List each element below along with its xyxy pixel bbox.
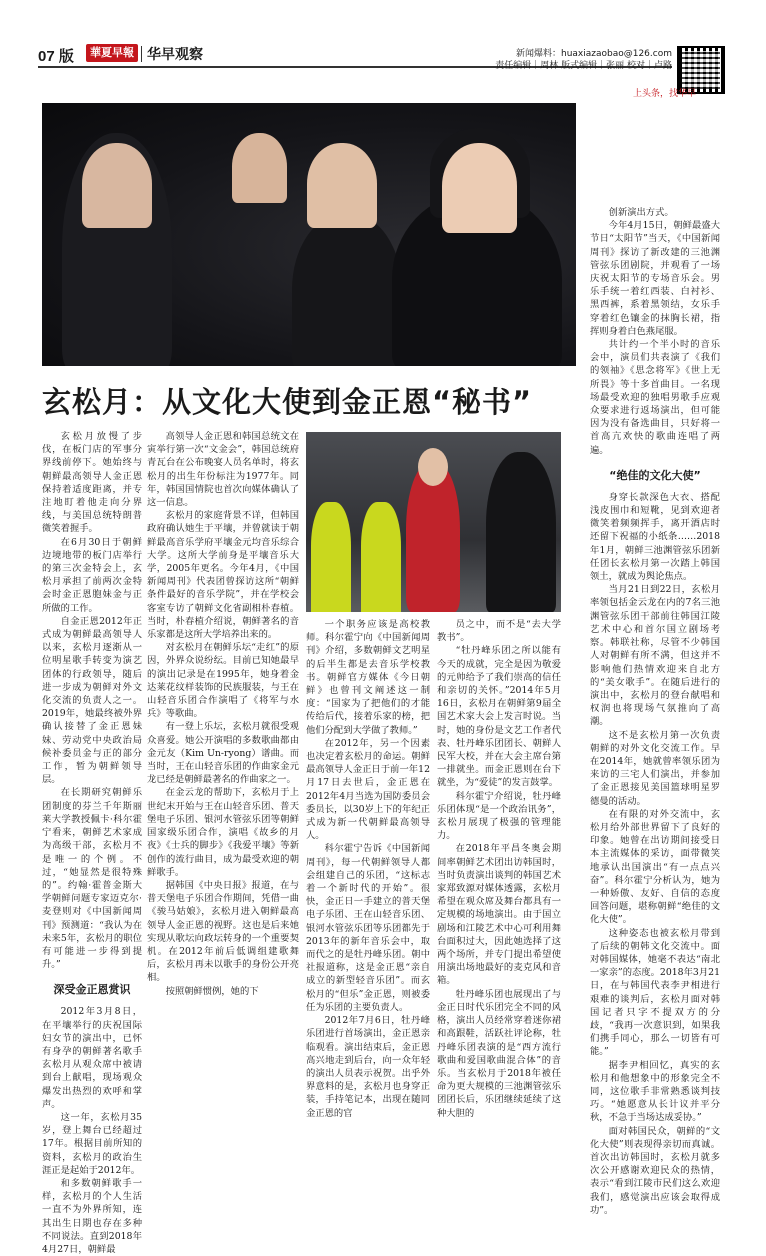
paragraph: 科尔霍宁介绍说，牡丹峰乐团体现“是一个政治讯务”，玄松月展现了极强的管理能力。 xyxy=(437,790,561,842)
page-header xyxy=(0,0,766,100)
paragraph: 玄松月放慢了步伐，在板门店的军事分界线前停下。她始终与朝鲜最高领导人金正恩保持着适度距离，并专注地盯着他走向分界线，与美国总统特朗普微笑着握手。 xyxy=(42,431,142,535)
paragraph: 在有限的对外交流中，玄松月给外部世界留下了良好的印象。她曾在出访期间接受日本主流媒体的采访，面带微笑地承认出国演出“有一点点兴奋”。科尔霍宁分析认为，她为一种娇傲、友好、自信的态度回答问题，堪称朝鲜“绝佳的文化大使”。 xyxy=(590,808,720,926)
main-photo xyxy=(42,103,576,366)
paragraph: 这不是玄松月第一次负责朝鲜的对外文化交流工作。早在2014年，她就曾率领乐团为来访的三宅人们演出，并参加了金正恩接见美国篮球明星罗德曼的活动。 xyxy=(590,729,720,807)
qr-caption: 上头条，找华早 xyxy=(632,89,696,99)
col1b-text xyxy=(42,1005,142,1256)
inset-photo xyxy=(306,432,561,612)
newspaper-logo: 華夏早報 xyxy=(86,44,138,62)
photo-figure xyxy=(307,143,377,228)
article-column-4 xyxy=(437,618,561,1120)
photo-figure xyxy=(311,502,351,612)
photo-figure xyxy=(82,143,152,228)
photo-figure xyxy=(232,133,287,203)
paragraph: 有一登上乐坛，玄松月就很受观众喜爱。她公开演唱的多数歌曲都由金元友（Kim Un-ryong）谱曲。而当时，王在山轻音乐团的作曲家金元龙已经是朝鲜最著名的作曲家之一。 xyxy=(147,721,299,786)
paragraph: “牡丹峰乐团之所以能有今天的成就，完全是因为敬爱的元帅给予了我们崇高的信任和亲切的关怀。”2014年5月16日，玄松月在朝鲜第9届全国艺术家大会上发言时说。当时，她的身份是文艺工作者代表、牡丹峰乐团团长、朝鲜人民军大校，并在大会主席台第一排就坐。而金正恩则在台下就坐，为“爱徒”的发言鼓掌。 xyxy=(437,645,561,789)
photo-figure xyxy=(292,213,402,366)
col4-text xyxy=(437,618,561,1120)
article-column-3 xyxy=(306,618,430,1120)
paragraph: 当月21日到22日，玄松月率领包括金云龙在内的7名三池渊管弦乐团干部前往韩国江陵艺术中心和首尔国立剧场考察。韩联社称，尽管不少韩国人对朝鲜有所不满，但这并不影响他们热情欢迎来自北方的“美女歌手”。在随后进行的演出中，玄松月的登台献唱和权润也将现场气氛推向了高潮。 xyxy=(590,584,720,728)
paragraph: 高领导人金正恩和韩国总统文在寅举行第一次“文金会”，韩国总统府青瓦台在公布晚宴人员名单时，将玄松月的出生年份标注为1977年。同年，韩国国情院也首次向媒体确认了这一信息。 xyxy=(147,431,299,509)
paragraph: 牡丹峰乐团也展现出了与金正日时代乐团完全不同的风格，演出人员经常穿着迷你裙和高跟鞋，活跃社评论称，牡丹峰乐团表演的是“西方流行歌曲和爱国歌曲混合体”的音乐。当玄松月于2018年被任命为更大规模的三池渊管弦乐团团长后，乐团继续延续了这种大胆的 xyxy=(437,988,561,1119)
paragraph: 按照朝鲜惯例，她的下 xyxy=(165,985,259,997)
paragraph: 自金正恩2012年正式成为朝鲜最高领导人以来，玄松月逐渐从一位明星歌手转变为演艺团体的行政领导，随后进一步成为朝鲜对外文化交流的负责人之一。2019年，她最终被外界确认接替了金正恩妹妹、劳动党中央政治局候补委员金与正的部分工作，暂为朝鲜领导层。 xyxy=(42,615,142,786)
paragraph: 在金云龙的帮助下，玄松月于上世纪末开始与王在山轻音乐团、普天堡电子乐团、银河水管弦乐团等朝鲜国家级乐团合作，演唱《故乡的月夜》《士兵的脚步》《我爱平壤》等新创作的流行曲目，成为最受欢迎的朝鲜歌手。 xyxy=(147,787,299,878)
article-column-5 xyxy=(590,206,720,1217)
paragraph: 对玄松月在朝鲜乐坛“走红”的原因，外界众说纷纭。目前已知她最早的演出记录是在1995年，她身着金达莱花纹样装饰的民族服装，与王在山轻音乐团合作演唱了《将军与水兵》等歌曲。 xyxy=(147,642,299,720)
paragraph: 在2018年平昌冬奥会期间率朝鲜艺术团出访韩国时，当时负责演出谈判的韩国艺术家郑致源对媒体透露，玄松月希望在观众席及舞台都具有一定规模的场地演出。由于国立剧场和江陵艺术中心可利用舞台面积过大，因此她选择了这两个场所，并专门提出希望使用演出场地最好的麦克风和音箱。 xyxy=(437,843,561,987)
paragraph: 据李尹相回忆，真实的玄松月和他想象中的形象完全不同，这位歌手非常熟悉谈判技巧。“她愿意从长计议并平分秋，不急于当场达成妥协。” xyxy=(590,1059,720,1124)
paragraph: 2012年3月8日，在平壤举行的庆祝国际妇女节的演出中，已怀有身孕的朝鲜著名歌手玄松月从观众席中被请到台上献唱，现场观众爆发出热烈的欢呼和掌声。 xyxy=(42,1006,142,1110)
paragraph: 科尔霍宁告诉《中国新闻周刊》，每一代朝鲜领导人都会组建自己的乐团，“这标志着一个新时代的开始”。很快，金正日一手建立的普天堡电子乐团、王在山轻音乐团、银河水管弦乐团等乐团都先于2013年的新年音乐会中，取而代之的是牡丹峰乐团。朝中社报道称，这是金正恩“亲自成立的新型轻音乐团”。而玄松月的“但乐”金正恩，则被委任为乐团的主要负责人。 xyxy=(306,843,430,1013)
photo-figure xyxy=(442,143,517,233)
paragraph: 在长期研究朝鲜乐团制度的芬兰千年斯丽莱大学教授佩卡·科尔霍宁看来，朝鲜艺术家成为高级干部，玄松月不是唯一的个例。不过，“她显然是很特殊的”。约翰·霍普金斯大学朝鲜问题专家迈克尔·麦登则对《中国新闻周刊》预测道：“我认为在未来5年，玄松月的职位有可能进一步得到提升。” xyxy=(42,787,142,971)
paragraph: 员之中，而不是“去大学教书”。 xyxy=(437,619,561,644)
contact-email: 新闻爆料：huaxiazaobao@126.com xyxy=(515,49,672,59)
paragraph: 2012年7月6日，牡丹峰乐团进行首场演出，金正恩亲临观看。演出结束后，金正恩高兴地走到后台，向一众年轻的演出人员表示祝贺。出乎外界意料的是，玄松月也身穿正装，手持笔记本，出现在随同金正恩的官 xyxy=(306,1015,430,1119)
col5a-text xyxy=(590,206,720,457)
contact-info xyxy=(495,48,672,72)
photo-figure xyxy=(486,452,556,612)
paragraph: 玄松月的家庭背景不详，但韩国政府确认她生于平壤，并曾就读于朝鲜最高音乐学府平壤金元均音乐综合大学。这所大学前身是平壤音乐大学，2005年更名。今年4月，《中国新闻周刊》代表团曾探访这所“朝鲜条件最好的音乐学院”，并在学校会客室专访了朝鲜文化省副相朴春植。当时，朴春植介绍说，朝鲜著名的音乐家都是这所大学培养出来的。 xyxy=(147,510,299,641)
col5b-text xyxy=(590,491,720,1217)
divider xyxy=(141,46,142,62)
col2-text xyxy=(147,430,299,998)
headline: 玄松月：从文化大使到金正恩“秘书” xyxy=(42,385,533,419)
paragraph: 一个职务应该是高校教师。科尔霍宁向《中国新闻周刊》介绍，多数朝鲜文艺明星的后半生都是去音乐学校教书。朝鲜官方媒体《今日朝鲜》也曾刊文阐述这一制度：“国家为了把他们的才能传给后代，接着乐家的榜，把他们分配到大学做了教师。” xyxy=(306,619,430,736)
section-title: 华早观察 xyxy=(147,47,203,63)
article-column-2 xyxy=(147,430,299,998)
paragraph: 身穿长款深色大衣、搭配浅皮围巾和短靴，见到欢迎者微笑着频频挥手，离开酒店时还留下祝福的小纸条……2018年1月，朝鲜三池渊管弦乐团新任团长玄松月第一次踏上韩国领土，就成为舆论焦点。 xyxy=(590,491,720,583)
paragraph: 这种姿态也被玄松月带到了后续的朝韩文化交流中。面对韩国媒体，她毫不表达“南北一家亲”的态度。2018年3月21日，在与韩国代表李尹相进行艰难的谈判后，玄松月面对韩国记者只字不提双方的分歧，“我再一次意识到，如果我们携手同心，那么一切皆有可能。” xyxy=(590,927,720,1058)
paragraph: 和多数朝鲜歌手一样，玄松月的个人生活一直不为外界所知，连其出生日期也存在多种不同说法。直到2018年4月27日，朝鲜最 xyxy=(42,1177,142,1255)
paragraph: 在6月30日于朝鲜边境地带的板门店举行的第三次金特会上，玄松月承担了前两次金特会时金正恩胞妹金与正所做的工作。 xyxy=(42,536,142,614)
subhead-2: “绝佳的文化大使” xyxy=(609,468,701,482)
paragraph: 共计约一个半小时的音乐会中，演员们共表演了《我们的领袖》《思念将军》《世上无所畏》等十多首曲目。一名现场最受欢迎的独唱男歌手应观众要求进行返场演出，但可能因为没有备选曲目，只好将一首高亢欢快的歌曲连唱了两遍。 xyxy=(590,339,720,456)
paragraph: 据韩国《中央日报》报道，在与普天堡电子乐团合作期间，凭借一曲《骏马姑娘》，玄松月进入朝鲜最高领导人金正恩的视野。这也是后来她实现从歌坛向政坛转身的一个重要契机。在2012年前后低调组建歌舞后，玄松月再未以歌手的身份公开亮相。 xyxy=(147,879,299,984)
photo-figure xyxy=(361,502,401,612)
page-number: 07 版 xyxy=(38,48,74,65)
col3-text xyxy=(306,618,430,1120)
paragraph: 在2012年，另一个因素也决定着玄松月的命运。朝鲜最高领导人金正日于前一年12月17日去世后，金正恩在2012年4月当选为国防委员会委员长，以30岁上下的年纪正式成为新一代朝鲜最高领导人。 xyxy=(306,737,430,842)
col1-text xyxy=(42,430,142,971)
paragraph: 面对韩国民众，朝鲜的“文化大使”则表现得亲切而真诚。首次出访韩国时，玄松月就多次公开感谢欢迎民众的热情，表示“看到江陵市民们这么欢迎我们，感觉演出应该会取得成功”。 xyxy=(590,1125,720,1216)
photo-figure xyxy=(418,448,448,486)
subhead-1: 深受金正恩赏识 xyxy=(53,983,131,997)
paragraph: 今年4月15日，朝鲜最盛大节日“太阳节”当天，《中国新闻周刊》探访了新改建的三池渊管弦乐团剧院，并观看了一场庆祝太阳节的专场音乐会。男乐手统一着红西装、白衬衫、黑西裤，系着黑领结，女乐手穿着红色镶金的抹胸长裙，指挥则身着白色燕尾服。 xyxy=(590,220,720,337)
editor-credits: 责任编辑｜周林 版式编辑｜张丽 校对｜卢路 xyxy=(495,61,672,71)
paragraph: 创新演出方式。 xyxy=(608,207,674,218)
article-column-1 xyxy=(42,430,142,1256)
paragraph: 这一年，玄松月35岁，登上舞台已经超过17年。根据目前所知的资料，玄松月的政治生涯正是起始于2012年。 xyxy=(42,1111,142,1176)
